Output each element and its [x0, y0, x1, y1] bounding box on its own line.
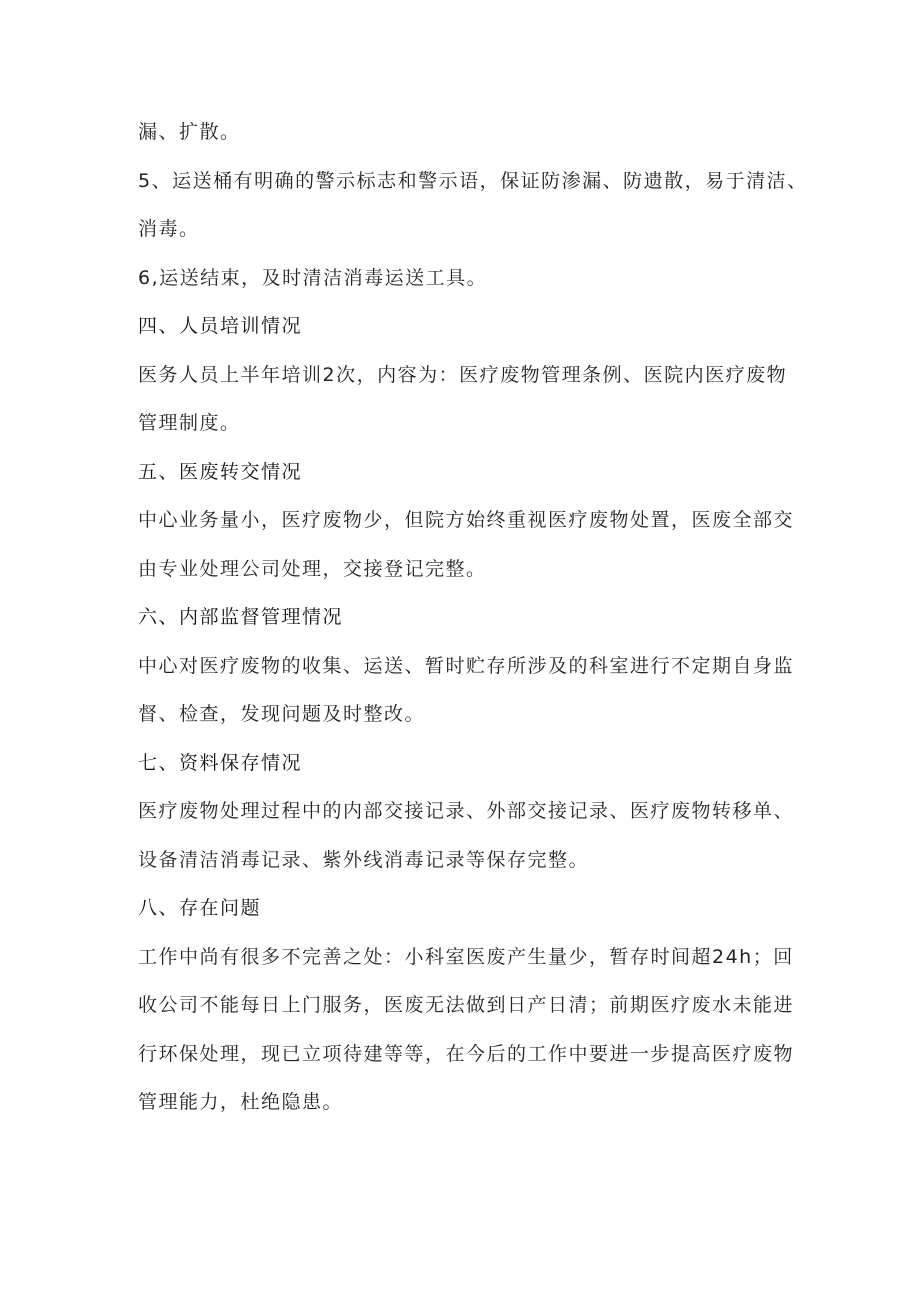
- paragraph-line: 设备清洁消毒记录、紫外线消毒记录等保存完整。: [138, 848, 590, 871]
- paragraph-line: 医务人员上半年培训2次，内容为：医疗废物管理条例、医院内医疗废物: [138, 363, 788, 386]
- paragraph-line: 漏、扩散。: [138, 121, 241, 143]
- list-item-5-line: 5、运送桶有明确的警示标志和警示语，保证防渗漏、防遗散，易于清洁、: [138, 169, 808, 192]
- paragraph-line: 管理能力，杜绝隐患。: [138, 1091, 344, 1113]
- paragraph-line: 工作中尚有很多不完善之处：小科室医废产生量少，暂存时间超24h；回: [138, 945, 794, 968]
- section-heading-transfer: 五、医废转交情况: [138, 460, 303, 483]
- paragraph-line: 中心业务量小，医疗废物少，但院方始终重视医疗废物处置，医废全部交: [138, 509, 795, 531]
- document-body: [138, 108, 808, 1127]
- paragraph-line: 收公司不能每日上门服务，医废无法做到日产日清；前期医疗废水未能进: [138, 994, 795, 1016]
- section-heading-issues: 八、存在问题: [138, 897, 262, 919]
- paragraph-line: 督、检查，发现问题及时整改。: [138, 703, 426, 725]
- list-item-5-continuation: 消毒。: [138, 218, 200, 240]
- paragraph-line: 医疗废物处理过程中的内部交接记录、外部交接记录、医疗废物转移单、: [138, 800, 795, 822]
- paragraph-line: 由专业处理公司处理，交接登记完整。: [138, 557, 487, 580]
- section-heading-supervision: 六、内部监督管理情况: [138, 606, 344, 628]
- paragraph-line: 中心对医疗废物的收集、运送、暂时贮存所涉及的科室进行不定期自身监: [138, 654, 795, 677]
- paragraph-line: 管理制度。: [138, 412, 241, 434]
- list-item-6-line: 6,运送结束，及时清洁消毒运送工具。: [138, 266, 488, 289]
- paragraph-line: 行环保处理，现已立项待建等等，在今后的工作中要进一步提高医疗废物: [138, 1042, 795, 1065]
- section-heading-records: 七、资料保存情况: [138, 751, 303, 774]
- section-heading-training: 四、人员培训情况: [138, 315, 303, 337]
